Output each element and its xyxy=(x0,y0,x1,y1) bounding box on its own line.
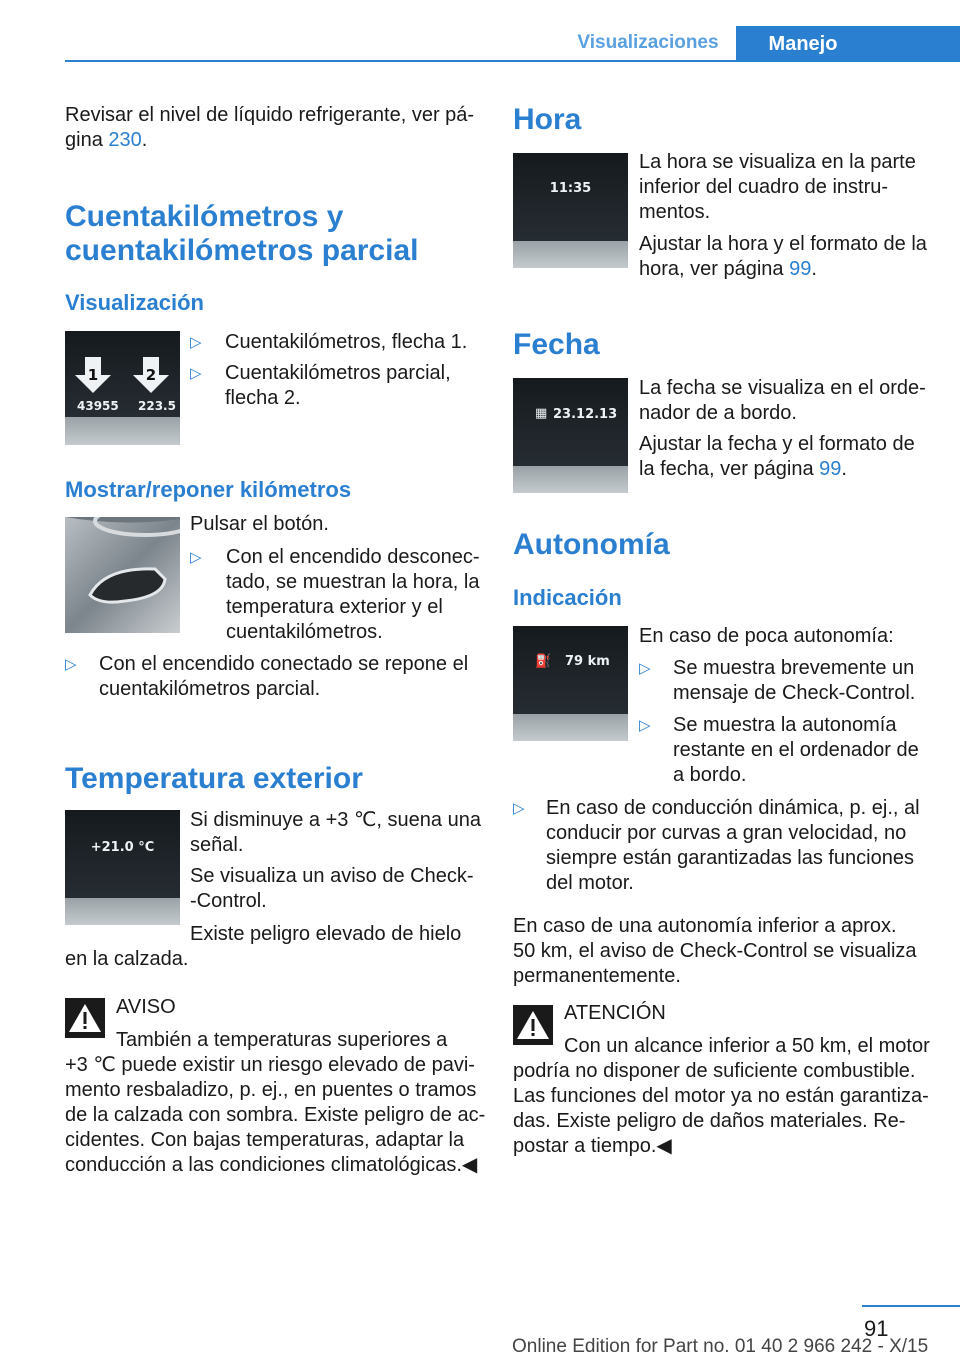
clock-display-image xyxy=(513,153,628,268)
autonomia-intro: En caso de poca autonomía: xyxy=(639,625,894,647)
warning-triangle-icon xyxy=(513,1005,553,1045)
bullet-triangle-icon: ▷ xyxy=(190,365,202,382)
reset-button-icon xyxy=(65,517,180,633)
footer-rule xyxy=(862,1305,960,1307)
temperature-paragraph-1: Si disminuye a +3 ℃, suena una señal. xyxy=(190,809,481,856)
page-link-230[interactable]: 230 xyxy=(108,129,142,151)
intro-line-2: gina 230. xyxy=(65,129,148,151)
atencion-body: podría no disponer de suficiente combustible. Las funciones del motor ya no están garantiza‐ das. Existe peligro de daños materiales. Re‐ postar a tiempo.◀ xyxy=(513,1060,929,1157)
header-section: Visualizaciones xyxy=(577,32,719,53)
aviso-body: +3 ℃ puede existir un riesgo elevado de pavi‐ mento resbaladizo, p. ej., en puentes o tramos de la calzada con sombra. Existe peligro de ac‐ cidentes. Con bajas temperaturas, adaptar la conducción a las condiciones climatológicas.◀ xyxy=(65,1054,486,1176)
bullet-triangle-icon: ▷ xyxy=(639,717,651,734)
svg-text:2: 2 xyxy=(145,366,157,384)
temperature-heading: Temperatura exterior xyxy=(65,762,363,795)
fuel-pump-icon: ⛽ xyxy=(535,654,552,669)
odometer-heading: Cuentakilómetros y cuentakilómetros parcial xyxy=(65,200,419,267)
atencion-title: ATENCIÓN xyxy=(564,1002,666,1024)
autonomia-subheading: Indicación xyxy=(513,585,622,610)
calendar-icon: ▦ xyxy=(535,406,548,421)
odometer-value: 43955 xyxy=(77,399,119,413)
fecha-paragraph-1: La fecha se visualiza en el orde‐ nador de a bordo. xyxy=(639,377,926,424)
intro-line-1: Revisar el nivel de líquido refrigerante, ver pá‐ xyxy=(65,104,475,126)
temperature-paragraph-3-line-1: Existe peligro elevado de hielo xyxy=(190,923,462,945)
date-display-image xyxy=(513,378,628,493)
page-link-99[interactable]: 99 xyxy=(789,258,812,280)
date-value: 23.12.13 xyxy=(553,407,618,422)
temperature-value: +21.0 °C xyxy=(90,840,155,855)
atencion-line-1: Con un alcance inferior a 50 km, el motor xyxy=(564,1035,930,1057)
hora-heading: Hora xyxy=(513,103,582,136)
press-instruction: Pulsar el botón. xyxy=(190,513,329,535)
temperature-paragraph-3-line-2: en la calzada. xyxy=(65,948,189,970)
page-number: 91 xyxy=(864,1316,889,1341)
fecha-heading: Fecha xyxy=(513,328,600,361)
header-rule xyxy=(65,60,960,62)
bullet-triangle-icon: ▷ xyxy=(639,660,651,677)
edition-note: Online Edition for Part no. 01 40 2 966 242 - X/15 xyxy=(512,1336,929,1357)
page-link-99[interactable]: 99 xyxy=(819,458,842,480)
odometer-subheading: Visualización xyxy=(65,290,204,315)
clock-value: 11:35 xyxy=(549,181,592,196)
intro-paragraph xyxy=(65,103,485,153)
header-chapter: Manejo xyxy=(736,26,960,62)
bullet-triangle-icon: ▷ xyxy=(513,800,525,817)
aviso-line-1: También a temperaturas superiores a xyxy=(116,1029,448,1051)
odometer-display-image xyxy=(65,331,180,445)
reset-button-image xyxy=(65,517,180,633)
warning-triangle-icon xyxy=(65,998,105,1038)
temperature-display-image xyxy=(65,810,180,925)
autonomia-paragraph: En caso de una autonomía inferior a aprox. 50 km, el aviso de Check-Control se visualiza permanentemente. xyxy=(513,915,917,987)
reset-heading: Mostrar/reponer kilómetros xyxy=(65,477,352,502)
aviso-title: AVISO xyxy=(116,996,176,1018)
range-value: 79 km xyxy=(565,654,610,669)
fecha-paragraph-2: Ajustar la fecha y el formato de la fecha, ver página 99. xyxy=(639,433,915,480)
bullet-triangle-icon: ▷ xyxy=(190,549,202,566)
hora-paragraph-2: Ajustar la hora y el formato de la hora, ver página 99. xyxy=(639,233,927,280)
hora-paragraph-1: La hora se visualiza en la parte inferior del cuadro de instru‐ mentos. xyxy=(639,151,916,223)
trip-value: 223.5 xyxy=(138,399,176,413)
autonomia-heading: Autonomía xyxy=(513,528,670,561)
svg-text:1: 1 xyxy=(87,366,99,384)
temperature-paragraph-2: Se visualiza un aviso de Check‐ ‐Control. xyxy=(190,865,474,912)
range-display-image xyxy=(513,626,628,741)
bullet-triangle-icon: ▷ xyxy=(65,656,77,673)
bullet-triangle-icon: ▷ xyxy=(190,334,202,351)
